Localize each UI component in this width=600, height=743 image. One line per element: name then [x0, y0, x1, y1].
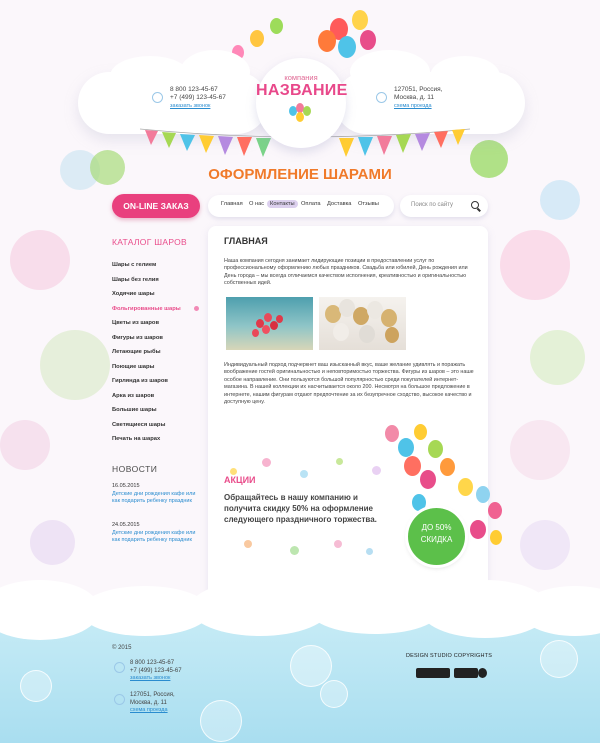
search-icon[interactable] [471, 201, 479, 209]
details-paragraph: Индивидуальный подход подчеркнет ваш изысканный вкус, ваше желание удивлять и поражать воображение гостей оригинальностью и неповторимостью торжества. Фигуры из шаров – это наше особое направление. Они пользуются большой популярностью среди покупателей интернет-магазина. В нашей коллекции их насчитывается около 200. Несмотря на большое предложение в интернете, нашим фигурам отдают предпочтение за их безупречное сходство, высокое качество и доступную цену. [224, 362, 474, 406]
footer-phone-2: +7 (499) 123-45-67 [130, 667, 182, 674]
main-nav [208, 195, 394, 217]
active-category-marker [194, 306, 199, 311]
catalog-item[interactable]: Шары без гелия [112, 276, 159, 283]
catalog-item[interactable]: Ходячие шары [112, 291, 155, 297]
location-pin-icon [114, 694, 125, 705]
news-link[interactable]: Детские дни рождения кафе или как подарить ребенку праздник [112, 530, 196, 543]
logo-company-label: компания [284, 73, 318, 82]
design-studio-label: DESIGN STUDIO COPYRIGHTS [406, 653, 493, 659]
catalog-item[interactable]: Поющие шары [112, 363, 155, 370]
nav-item-delivery[interactable]: Доставка [327, 201, 352, 207]
news-link[interactable]: Детские дни рождения кафе или как подарить ребенку праздник [112, 491, 196, 504]
location-pin-icon [376, 92, 387, 103]
map-link[interactable]: схема проезда [394, 103, 432, 109]
phone-icon [152, 92, 163, 103]
footer-copyright: © 2015 [112, 645, 132, 651]
footer-address-line1: 127051, Россия, [130, 692, 175, 698]
catalog-item[interactable]: Печать на шарах [112, 436, 161, 442]
nav-item-reviews[interactable]: Отзывы [358, 201, 379, 207]
footer-phone-block [130, 660, 182, 683]
catalog-item[interactable]: Большие шары [112, 407, 157, 413]
phone-icon [114, 662, 125, 673]
promo-label: АКЦИИ [224, 475, 256, 485]
catalog-item[interactable]: Летающие рыбы [112, 349, 161, 355]
footer-map-link[interactable]: схема проезда [130, 707, 168, 713]
footer-callback-link[interactable]: заказать звонок [130, 675, 171, 681]
studio-logo-badge[interactable] [478, 668, 487, 678]
search-input[interactable]: Поиск по сайту [411, 202, 454, 208]
header-phone-1: 8 800 123-45-67 [170, 86, 218, 93]
nav-item-about[interactable]: О нас [249, 201, 265, 207]
discount-badge[interactable] [408, 508, 465, 565]
news-date: 24.05.2015 [112, 522, 140, 528]
nav-item-contacts[interactable]: Контакты [267, 200, 298, 208]
footer-phone-1: 8 800 123-45-67 [130, 660, 175, 666]
nav-item-payment[interactable]: Оплата [301, 201, 321, 207]
discount-badge-percent: ДО 50% [421, 523, 452, 532]
studio-logo-1[interactable] [416, 668, 450, 678]
logo-title: НАЗВАНИЕ [256, 82, 348, 99]
promo-text: Обращайтесь в нашу компанию и получита скидку 50% на оформление следующего праздничного торжества. [224, 493, 377, 524]
header-phone-2: +7 (499) 123-45-67 [170, 94, 226, 101]
catalog-item[interactable]: Фигуры из шаров [112, 334, 163, 341]
footer [0, 610, 600, 743]
catalog-title: КАТАЛОГ ШАРОВ [112, 237, 188, 247]
online-order-button[interactable]: ON-LINE ЗАКАЗ [112, 194, 200, 218]
callback-link[interactable]: заказать звонок [170, 103, 211, 109]
catalog-item[interactable]: Цветы из шаров [112, 320, 160, 326]
catalog-item[interactable]: Гирлянда из шаров [112, 378, 168, 384]
catalog-item[interactable]: Светящиеся шары [112, 421, 166, 428]
header-address-line2: Москва, д. 11 [394, 94, 434, 101]
news-title: НОВОСТИ [112, 464, 158, 474]
search-box[interactable] [400, 195, 488, 217]
discount-badge-label: СКИДКА [420, 535, 453, 544]
page-title: ГЛАВНАЯ [224, 236, 268, 246]
nav-item-home[interactable]: Главная [221, 201, 243, 207]
intro-paragraph: Наша компания сегодня занимает лидирующие позиции в предоставлении услуг по профессиональному оформлению любых праздников. Свадьба или юбилей, День рождения или День города – мы всегда отличаемся качеством исполнения, креативностью и оригинальностью собственных идей. [224, 258, 468, 287]
header-address-line1: 127051, Россия, [394, 86, 443, 93]
slogan: ОФОРМЛЕНИЕ ШАРАМИ [208, 166, 392, 183]
balloons-sky-photo [226, 297, 313, 350]
footer-address-block [130, 692, 175, 715]
studio-logo-2[interactable] [454, 668, 478, 678]
catalog-item-active[interactable]: Фольгированные шары [112, 305, 181, 312]
news-date: 16.05.2015 [112, 483, 140, 489]
catalog-item[interactable]: Арка из шаров [112, 392, 155, 399]
footer-address-line2: Москва, д. 11 [130, 699, 167, 706]
catalog-item[interactable]: Шары с гелием [112, 262, 157, 268]
gold-silver-balloons-photo [319, 297, 406, 350]
